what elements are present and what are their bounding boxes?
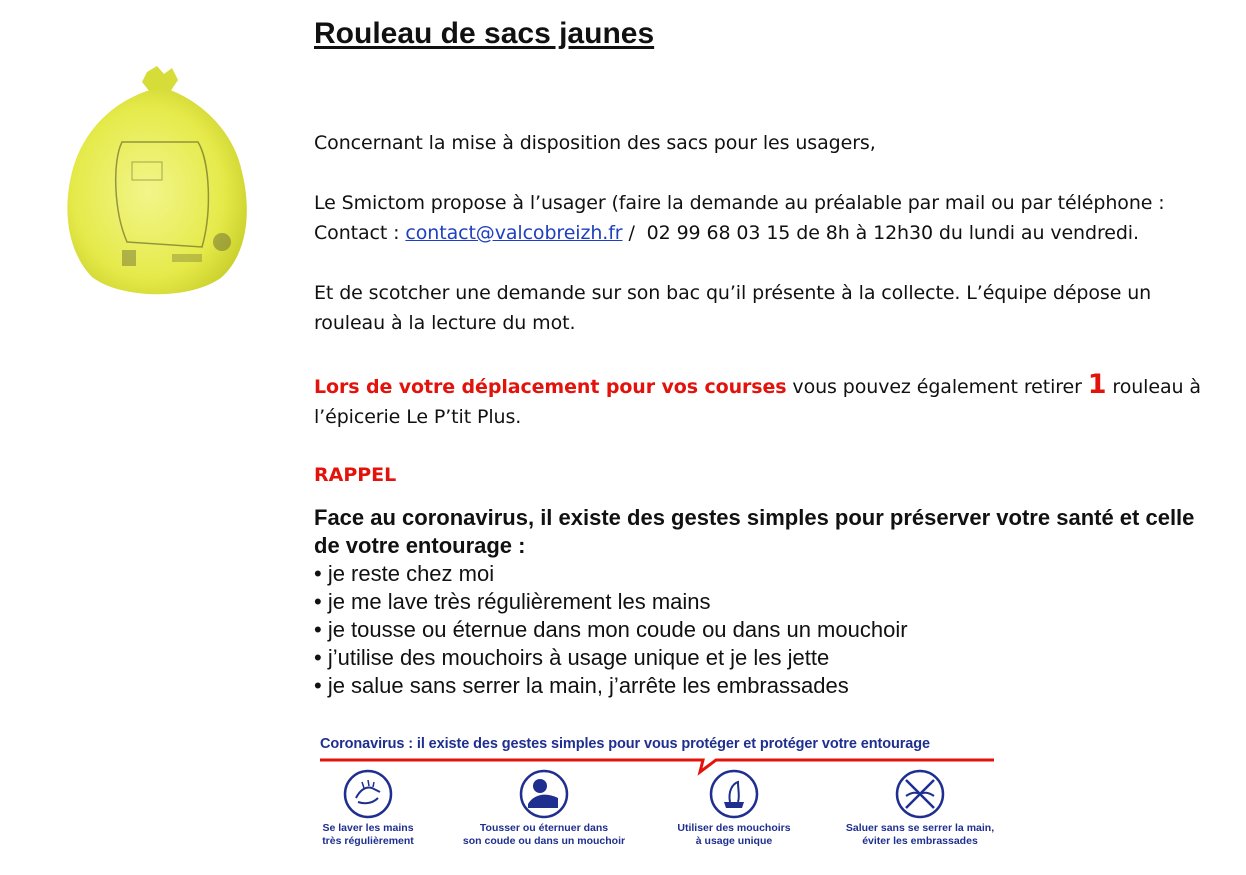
courses-middle: vous pouvez également retirer bbox=[786, 376, 1088, 398]
list-item: • je reste chez moi bbox=[314, 561, 495, 586]
yellow-bag-image bbox=[52, 62, 262, 302]
courses-highlight: Lors de votre déplacement pour vos courses bbox=[314, 376, 787, 398]
main-content bbox=[314, 12, 1224, 700]
corona-heading: Face au coronavirus, il existe des gestes simples pour préserver votre santé et celle de votre entourage : bbox=[314, 505, 1195, 558]
contact-separator: / bbox=[622, 222, 647, 244]
roll-count: 1 bbox=[1087, 369, 1107, 400]
list-item: • j’utilise des mouchoirs à usage unique et je les jette bbox=[314, 645, 830, 670]
phone-hours: 02 99 68 03 15 de 8h à 12h30 du lundi au vendredi. bbox=[646, 222, 1139, 244]
hand-wash-icon bbox=[342, 768, 394, 820]
gestures-banner bbox=[318, 736, 998, 856]
contact-label: Contact : bbox=[314, 222, 406, 244]
gesture-caption: Tousser ou éternuer dans son coude ou dans un mouchoir bbox=[462, 822, 626, 847]
banner-title: Coronavirus : il existe des gestes simples pour vous protéger et protéger votre entourage bbox=[320, 736, 930, 752]
smictom-text: Le Smictom propose à l’usager (faire la demande au préalable par mail ou par téléphone : bbox=[314, 192, 1165, 214]
courses-paragraph bbox=[314, 370, 1224, 432]
gesture-caption: Saluer sans se serrer la main, éviter les embrassades bbox=[845, 822, 995, 847]
intro-text: Concernant la mise à disposition des sacs pour les usagers, bbox=[314, 132, 876, 154]
page-title: Rouleau de sacs jaunes bbox=[314, 17, 655, 50]
tissue-icon bbox=[708, 768, 760, 820]
no-handshake-icon bbox=[894, 768, 946, 820]
gestures-list bbox=[314, 560, 1224, 700]
gesture-caption: Se laver les mains très régulièrement bbox=[322, 822, 414, 847]
contact-email-link[interactable]: contact@valcobreizh.fr bbox=[405, 222, 623, 244]
list-item: • je tousse ou éternue dans mon coude ou dans un mouchoir bbox=[314, 617, 908, 642]
list-item: • je salue sans serrer la main, j’arrête les embrassades bbox=[314, 673, 849, 698]
smictom-paragraph bbox=[314, 188, 1224, 248]
sneeze-elbow-icon bbox=[518, 768, 570, 820]
scotch-paragraph: Et de scotcher une demande sur son bac qu’il présente à la collecte. L’équipe dépose un rouleau à la lecture du mot. bbox=[314, 282, 1152, 334]
gesture-caption: Utiliser des mouchoirs à usage unique bbox=[677, 822, 791, 847]
list-item: • je me lave très régulièrement les mains bbox=[314, 589, 711, 614]
rappel-label: RAPPEL bbox=[314, 464, 397, 486]
courses-end: rouleau à l’épicerie Le P’tit Plus. bbox=[314, 376, 1201, 428]
